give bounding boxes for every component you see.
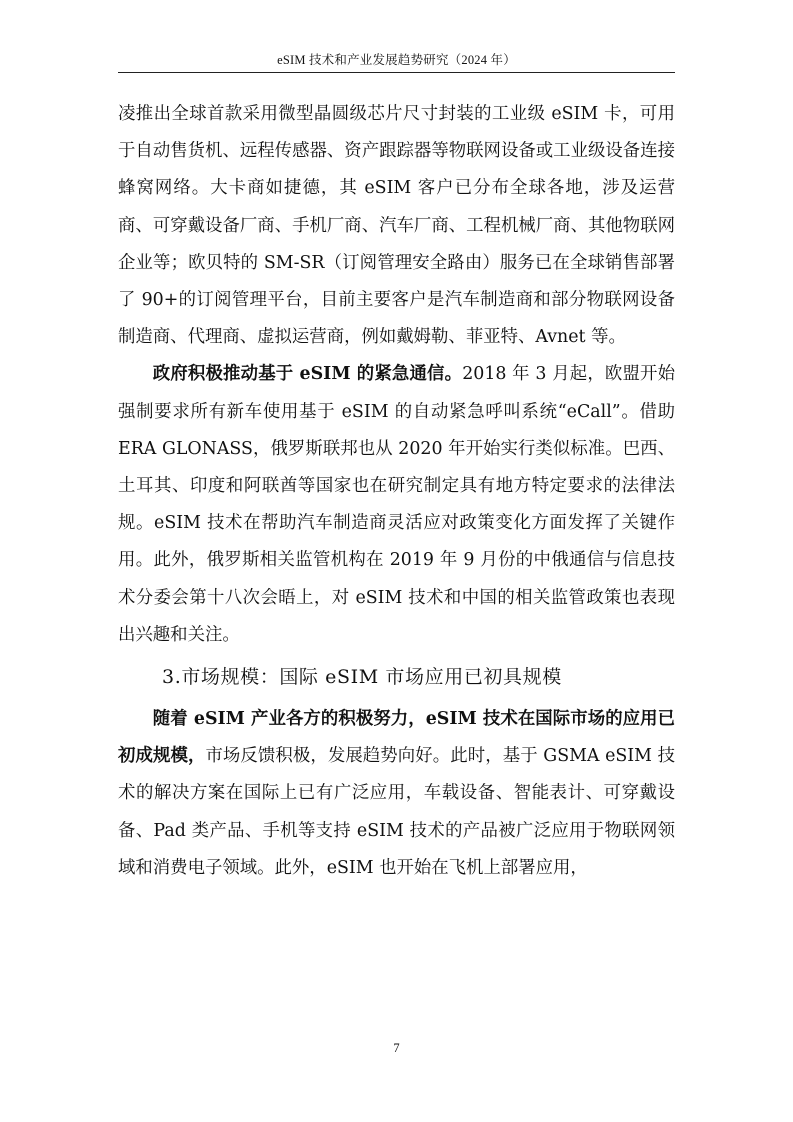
paragraph-body: 2018 年 3 月起，欧盟开始强制要求所有新车使用基于 eSIM 的自动紧急呼叫系统“eCall”。借助 ERA GLONASS，俄罗斯联邦也从 2020 年开始实行类似标准。巴西、土耳其、印度和阿联酋等国家也在研究制定具有地方特定要求的法律法规。eSIM 技术在帮助汽车制造商灵活应对政策变化方面发挥了关键作用。此外，俄罗斯相关监管机构在 2019 年 9 月份的中俄通信与信息技术分委会第十八次会晤上，对 eSIM 技术和中国的相关监管政策也表现出兴趣和关注。 xyxy=(118,364,675,645)
paragraph-market xyxy=(118,701,675,887)
header-rule xyxy=(118,72,675,73)
paragraph-lead-bold: 随着 eSIM 产业各方的积极努力，eSIM 技术在国际市场的应用已初成规模， xyxy=(118,709,675,767)
paragraph-government xyxy=(118,356,675,654)
page-number: 7 xyxy=(393,1041,400,1055)
running-header: eSIM 技术和产业发展趋势研究（2024 年） xyxy=(277,53,516,67)
body-text xyxy=(118,96,675,887)
section-heading: 3.市场规模：国际 eSIM 市场应用已初具规模 xyxy=(162,666,562,689)
paragraph-suppliers: 凌推出全球首款采用微型晶圆级芯片尺寸封装的工业级 eSIM 卡，可用于自动售货机、远程传感器、资产跟踪器等物联网设备或工业级设备连接蜂窝网络。大卡商如捷德，其 eSIM 客户已分布全球各地，涉及运营商、可穿戴设备厂商、手机厂商、汽车厂商、工程机械厂商、其他物联网企业等；欧贝特的 SM-SR（订阅管理安全路由）服务已在全球销售部署了 90+的订阅管理平台，目前主要客户是汽车制造商和部分物联网设备制造商、代理商、虚拟运营商，例如戴姆勒、菲亚特、Avnet 等。 xyxy=(118,104,675,348)
paragraph-body: 市场反馈积极，发展趋势向好。此时，基于 GSMA eSIM 技术的解决方案在国际上已有广泛应用，车载设备、智能表计、可穿戴设备、Pad 类产品、手机等支持 eSIM 技术的产品被广泛应用于物联网领域和消费电子领域。此外，eSIM 也开始在飞机上部署应用， xyxy=(118,746,675,878)
paragraph-lead-bold: 政府积极推动基于 eSIM 的紧急通信。 xyxy=(152,364,463,385)
